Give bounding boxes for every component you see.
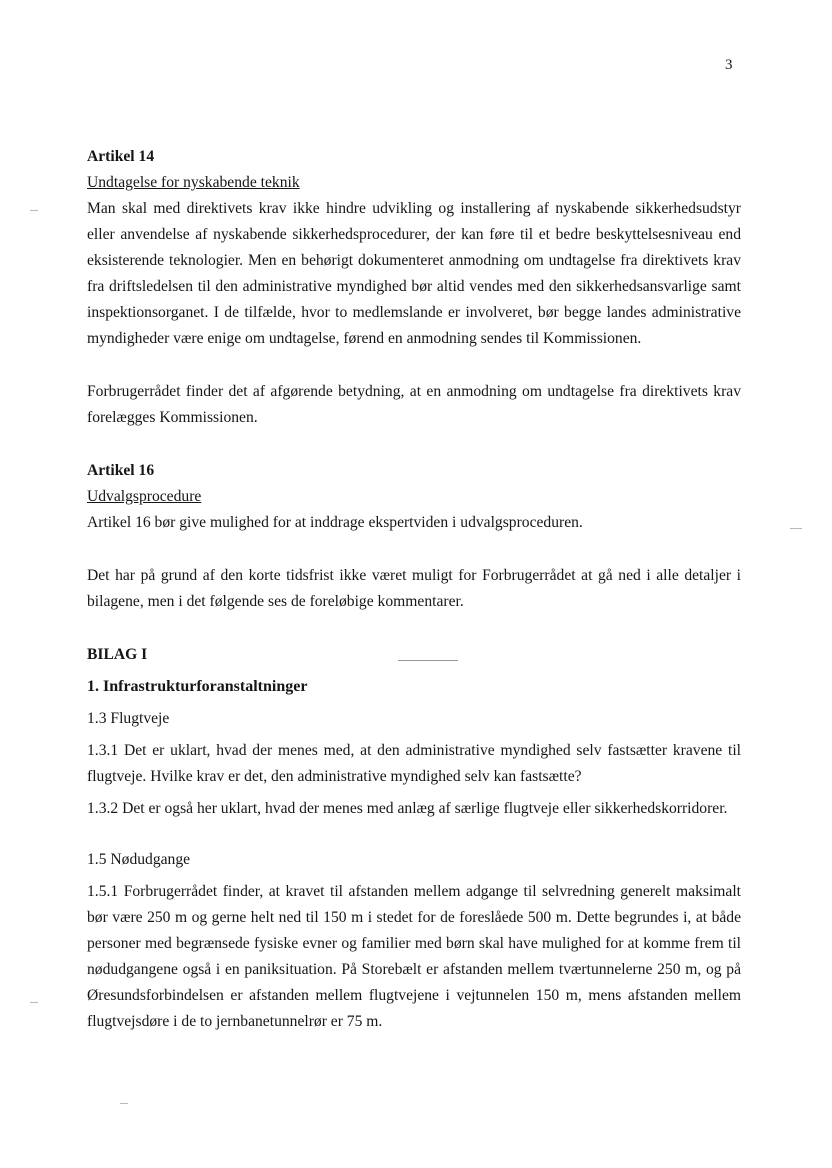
section-1-3-title: 1.3 Flugtveje <box>87 710 170 727</box>
section-1-3-2-paragraph: 1.3.2 Det er også her uklart, hvad der menes med anlæg af særlige flugtveje eller sikkerhedskorridorer. <box>87 800 728 817</box>
scan-speck <box>30 1002 38 1003</box>
article-16-subtitle: Udvalgsprocedure <box>87 488 202 505</box>
article-14-paragraph: Man skal med direktivets krav ikke hindre udvikling og installering af nyskabende sikkerhedsudstyr eller anvendelse af nyskabende sikkerhedsprocedurer, der kan føre til et bedre beskyttelsesniveau end eksisterende teknologier. Men en behørigt dokumenteret anmodning om undtagelse fra direktivets krav fra driftsledelsen til den administrative myndighed bør altid vendes med den sikkerhedsansvarlige samt inspektionsorganet. I de tilfælde, hvor to medlemslande er involveret, bør begge landes administrative myndigheder være enige om undtagelse, førend en anmodning sendes til Kommissionen. <box>87 200 741 347</box>
article-16-paragraph: Artikel 16 bør give mulighed for at inddrage ekspertviden i udvalgsproceduren. <box>87 514 583 531</box>
document-body <box>87 144 741 1035</box>
scan-speck <box>120 1103 128 1104</box>
article-14-subtitle: Undtagelse for nyskabende teknik <box>87 174 300 191</box>
section-1-heading: 1. Infrastrukturforanstaltninger <box>87 678 308 695</box>
section-1-5-1-paragraph: 1.5.1 Forbrugerrådet finder, at kravet til afstanden mellem adgange til selvredning generelt maksimalt bør være 250 m og gerne helt ned til 150 m i stedet for de foreslåede 500 m. Dette begrundes i, at både personer med begrænsede fysiske evner og familier med børn skal have mulighed for at komme frem til nødudgangene også i en paniksituation. På Storebælt er afstanden mellem tværtunnelerne 250 m, og på Øresundsforbindelsen er afstanden mellem flugtvejene i vejtunnelen 150 m, mens afstanden mellem flugtvejsdøre i de to jernbanetunnelrør er 75 m. <box>87 883 741 1030</box>
bilag-intro-paragraph: Det har på grund af den korte tidsfrist ikke været muligt for Forbrugerrådet at gå ned i alle detaljer i bilagene, men i det følgende ses de foreløbige kommentarer. <box>87 567 741 610</box>
scan-speck <box>790 528 802 529</box>
page-number: 3 <box>725 57 733 73</box>
scan-speck <box>398 660 458 661</box>
bilag-heading: BILAG I <box>87 646 148 663</box>
section-1-5-title: 1.5 Nødudgange <box>87 851 191 868</box>
scan-speck <box>30 210 38 211</box>
article-14-paragraph-2: Forbrugerrådet finder det af afgørende betydning, at en anmodning om undtagelse fra direktivets krav forelægges Kommissionen. <box>87 383 741 426</box>
section-1-3-1-paragraph: 1.3.1 Det er uklart, hvad der menes med, at den administrative myndighed selv fastsætter kravene til flugtveje. Hvilke krav er det, den administrative myndighed selv kan fastsætte? <box>87 742 741 785</box>
article-14-heading: Artikel 14 <box>87 148 155 165</box>
article-16-heading: Artikel 16 <box>87 462 155 479</box>
